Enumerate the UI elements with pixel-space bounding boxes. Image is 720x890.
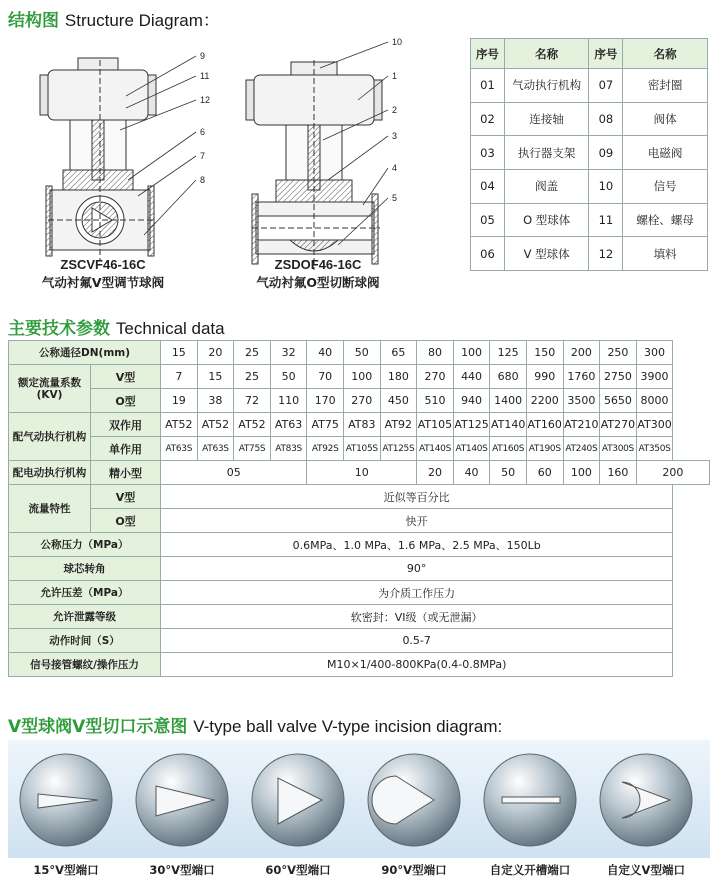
callout-8: 8 bbox=[200, 175, 206, 185]
leakage-row: 允许泄露等级 软密封：VI级（或无泄漏） bbox=[9, 605, 710, 629]
parts-row: 05 O 型球体 11 螺栓、螺母 bbox=[471, 203, 708, 237]
flow-v-row: 流量特性 V型 近似等百分比 bbox=[9, 485, 710, 509]
single-acting-row: 单作用 AT63S AT63S AT75S AT83S AT92S AT105S AT125S AT140S AT140S AT160S AT190S AT240S AT300S AT350S bbox=[9, 437, 710, 461]
rotation-row: 球芯转角 90° bbox=[9, 557, 710, 581]
kv-o-row: O型 19 38 72 110 170 270 450 510 940 1400 2200 3500 5650 8000 bbox=[9, 389, 710, 413]
callout-7: 7 bbox=[200, 151, 206, 161]
v-type-valve-drawing bbox=[40, 58, 156, 260]
parts-row: 03 执行器支架 09 电磁阀 bbox=[471, 136, 708, 170]
double-acting-row: 配气动执行机构 双作用 AT52 AT52 AT52 AT63 AT75 AT83 AT92 AT105 AT125 AT140 AT160 AT210 AT270 AT300 bbox=[9, 413, 710, 437]
incision-label-30: 30°V型端口 bbox=[149, 863, 215, 877]
o-type-callout-numbers bbox=[392, 37, 402, 203]
parts-row: 02 连接轴 08 阀体 bbox=[471, 102, 708, 136]
incision-label-60: 60°V型端口 bbox=[265, 863, 331, 877]
callout-12: 12 bbox=[200, 95, 211, 105]
pressure-diff-row: 允许压差（MPa） 为介质工作压力 bbox=[9, 581, 710, 605]
callout-4: 4 bbox=[392, 163, 398, 173]
pressure-row: 公称压力（MPa） 0.6MPa、1.0 MPa、1.6 MPa、2.5 MPa、150Lb bbox=[9, 533, 710, 557]
ball-15deg bbox=[20, 754, 112, 846]
tech-section-title: 主要技术参数 Technical data bbox=[8, 319, 225, 339]
ball-30deg bbox=[136, 754, 228, 846]
ball-60deg bbox=[252, 754, 344, 846]
incision-label-15: 15°V型端口 bbox=[33, 863, 99, 877]
parts-header-row: 序号 名称 序号 名称 bbox=[471, 39, 708, 69]
o-type-valve-drawing bbox=[246, 60, 382, 270]
structure-section-title: 结构图 Structure Diagram： bbox=[8, 11, 220, 31]
incision-label-custom-v: 自定义V型端口 bbox=[607, 863, 685, 877]
callout-9: 9 bbox=[200, 51, 206, 61]
ball-custom-slot bbox=[484, 754, 576, 846]
incision-diagram-panel bbox=[8, 740, 710, 858]
parts-table bbox=[470, 38, 708, 271]
o-type-caption: ZSDOF46-16C 气动衬氟O型切断球阀 bbox=[256, 257, 380, 290]
parts-row: 06 V 型球体 12 填料 bbox=[471, 237, 708, 271]
callout-11: 11 bbox=[200, 71, 210, 81]
flow-o-row: O型 快开 bbox=[9, 509, 710, 533]
action-time-row: 动作时间（S） 0.5-7 bbox=[9, 629, 710, 653]
ball-custom-v bbox=[600, 754, 692, 846]
v-type-caption: ZSCVF46-16C 气动衬氟V型调节球阀 bbox=[41, 257, 165, 290]
callout-2: 2 bbox=[392, 105, 398, 115]
electric-actuator-row: 配电动执行机构 精小型 05 10 20 40 50 60 100 160 200 bbox=[9, 461, 710, 485]
structure-drawings bbox=[8, 30, 458, 300]
kv-v-row: 额定流量系数(KV) V型 7 15 25 50 70 100 180 270 440 680 990 1760 2750 3900 bbox=[9, 365, 710, 389]
callout-10: 10 bbox=[392, 37, 403, 47]
incision-label-custom-slot: 自定义开槽端口 bbox=[489, 863, 571, 877]
ball-90deg bbox=[368, 754, 460, 846]
technical-data-table bbox=[8, 340, 710, 677]
signal-thread-row: 信号接管螺纹/操作压力 M10×1/400-800KPa(0.4-0.8MPa) bbox=[9, 653, 710, 677]
incision-balls-svg bbox=[8, 740, 710, 858]
dn-row: 公称通径DN(mm) 15 20 25 32 40 50 65 80 100 125 150 200 250 300 bbox=[9, 341, 710, 365]
callout-3: 3 bbox=[392, 131, 398, 141]
incision-section-title: V型球阀V型切口示意图 V-type ball valve V-type incision diagram: bbox=[8, 717, 503, 737]
callout-5: 5 bbox=[392, 193, 398, 203]
parts-row: 01 气动执行机构 07 密封圈 bbox=[471, 69, 708, 103]
callout-6: 6 bbox=[200, 127, 206, 137]
callout-1: 1 bbox=[392, 71, 398, 81]
incision-label-90: 90°V型端口 bbox=[381, 863, 447, 877]
parts-row: 04 阀盖 10 信号 bbox=[471, 170, 708, 204]
v-type-callout-numbers bbox=[200, 51, 210, 185]
